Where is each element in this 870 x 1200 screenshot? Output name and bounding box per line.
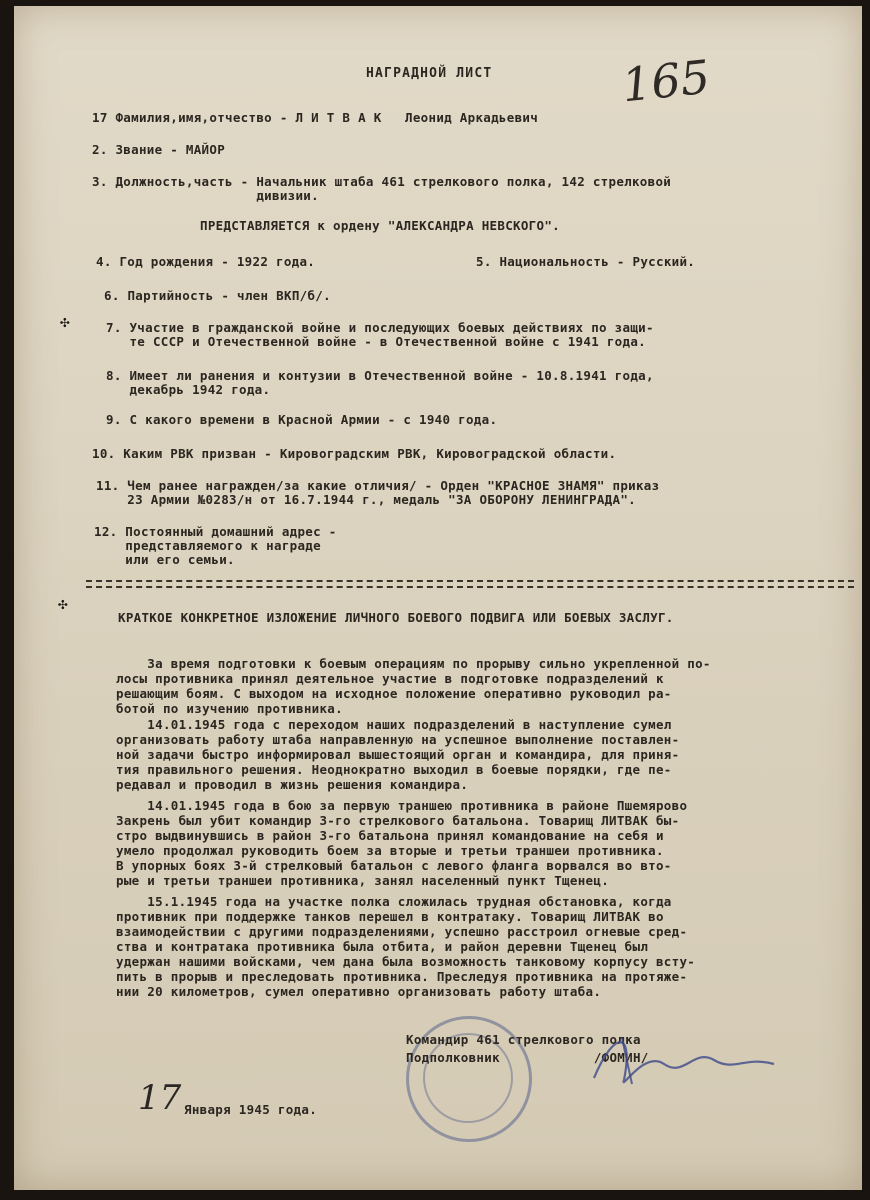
field-12-address-cont: представляемого к награде: [94, 538, 321, 553]
field-9-service-start: 9. С какого времени в Красной Армии - с 1940 года.: [106, 412, 498, 427]
margin-mark-bottom: ✣: [58, 594, 68, 613]
field-12-address: 12. Постоянный домашний адрес -: [94, 524, 337, 539]
body-line-13: умело продолжал руководить боем за вторые и третьи траншеи противника.: [116, 843, 664, 858]
body-line-5: 14.01.1945 года с переходом наших подразделений в наступление сумел: [116, 717, 672, 732]
body-line-10: 14.01.1945 года в бою за первую траншею противника в районе Пшемярово: [116, 798, 688, 813]
body-line-7: ной задачи быстро информировал вышестоящий орган и командира, для приня-: [116, 747, 680, 762]
body-line-14: В упорных боях 3-й стрелковый батальон с левого фланга ворвался во вто-: [116, 858, 672, 873]
body-line-1: За время подготовки к боевым операциям по прорыву сильно укрепленной по-: [116, 656, 711, 671]
body-line-4: ботой по изучению противника.: [116, 701, 343, 716]
body-line-2: лосы противника принял деятельное участие в подготовке подразделений к: [116, 671, 664, 686]
nomination-line: ПРЕДСТАВЛЯЕТСЯ к ордену "АЛЕКСАНДРА НЕВСКОГО".: [200, 218, 560, 233]
document-title: НАГРАДНОЙ ЛИСТ: [366, 66, 493, 81]
field-11-awards: 11. Чем ранее награжден/за какие отличия/ - Орден "КРАСНОЕ ЗНАМЯ" приказ: [96, 478, 660, 493]
body-line-20: удержан нашими войсками, чем дана была возможность танковому корпусу всту-: [116, 954, 696, 969]
field-7-participation-cont: те СССР и Отечественной войне - в Отечественной войне с 1941 года.: [106, 334, 646, 349]
body-line-8: тия правильного решения. Неоднократно выходил в боевые порядки, где пе-: [116, 762, 672, 777]
date-text: Января 1945 года.: [184, 1102, 318, 1117]
body-line-16: 15.1.1945 года на участке полка сложилась трудная обстановка, когда: [116, 894, 672, 909]
corner-note: 165: [619, 49, 713, 113]
field-4-birth-year: 4. Год рождения - 1922 года.: [96, 254, 316, 269]
body-line-6: организовать работу штаба направленную на успешное выполнение поставлен-: [116, 732, 680, 747]
signature-rank-name: Подполковник /ФОМИН/: [406, 1050, 649, 1065]
body-line-9: редавал и проводил в жизнь решения командира.: [116, 777, 469, 792]
handwritten-signature: [574, 1020, 794, 1100]
field-12-address-cont-2: или его семьи.: [94, 552, 235, 567]
field-1-name: 17 Фамилия,имя,отчество - Л И Т В А К Леонид Аркадьевич: [92, 110, 539, 125]
field-3-position-cont: дивизии.: [92, 188, 319, 203]
award-sheet: [14, 6, 862, 1190]
body-line-12: стро выдвинувшись в район 3-го батальона принял командование на себя и: [116, 828, 664, 843]
separator-line-2: [86, 586, 854, 588]
body-line-15: рые и третьи траншеи противника, занял населенный пункт Тщенец.: [116, 873, 610, 888]
field-6-party: 6. Партийность - член ВКП/б/.: [104, 288, 331, 303]
body-line-3: решающим боям. С выходом на исходное положение оперативно руководил ра-: [116, 686, 672, 701]
body-line-11: Закрень был убит командир 3-го стрелкового батальона. Товарищ ЛИТВАК бы-: [116, 813, 680, 828]
field-8-wounds: 8. Имеет ли ранения и контузии в Отечественной войне - 10.8.1941 года,: [106, 368, 654, 383]
section-title: КРАТКОЕ КОНКРЕТНОЕ ИЗЛОЖЕНИЕ ЛИЧНОГО БОЕВОГО ПОДВИГА ИЛИ БОЕВЫХ ЗАСЛУГ.: [118, 610, 674, 625]
date-day: 17: [138, 1078, 182, 1118]
body-line-19: ства и контратака противника была отбита, и район деревни Тщенец был: [116, 939, 649, 954]
field-10-draft-office: 10. Каким РВК призван - Кировоградским РВК, Кировоградской области.: [92, 446, 617, 461]
body-line-21: пить в прорыв и преследовать противника. Преследуя противника на протяже-: [116, 969, 688, 984]
field-8-wounds-cont: декабрь 1942 года.: [106, 382, 271, 397]
field-3-position: 3. Должность,часть - Начальник штаба 461 стрелкового полка, 142 стрелковой: [92, 174, 672, 189]
field-7-participation: 7. Участие в гражданской войне и последующих боевых действиях по защи-: [106, 320, 654, 335]
body-line-18: взаимодействии с другими подразделениями, успешно расстроил огневые сред-: [116, 924, 688, 939]
margin-mark-top: ✣: [60, 312, 70, 331]
field-5-nationality: 5. Национальность - Русский.: [476, 254, 696, 269]
field-11-awards-cont: 23 Армии №0283/н от 16.7.1944 г., медаль "ЗА ОБОРОНУ ЛЕНИНГРАДА".: [96, 492, 636, 507]
signature-title: Командир 461 стрелкового полка: [406, 1032, 641, 1047]
body-line-17: противник при поддержке танков перешел в контратаку. Товарищ ЛИТВАК во: [116, 909, 664, 924]
body-line-22: нии 20 километров, сумел оперативно организовать работу штаба.: [116, 984, 602, 999]
separator-line: [86, 580, 854, 582]
field-2-rank: 2. Звание - МАЙОР: [92, 142, 226, 157]
